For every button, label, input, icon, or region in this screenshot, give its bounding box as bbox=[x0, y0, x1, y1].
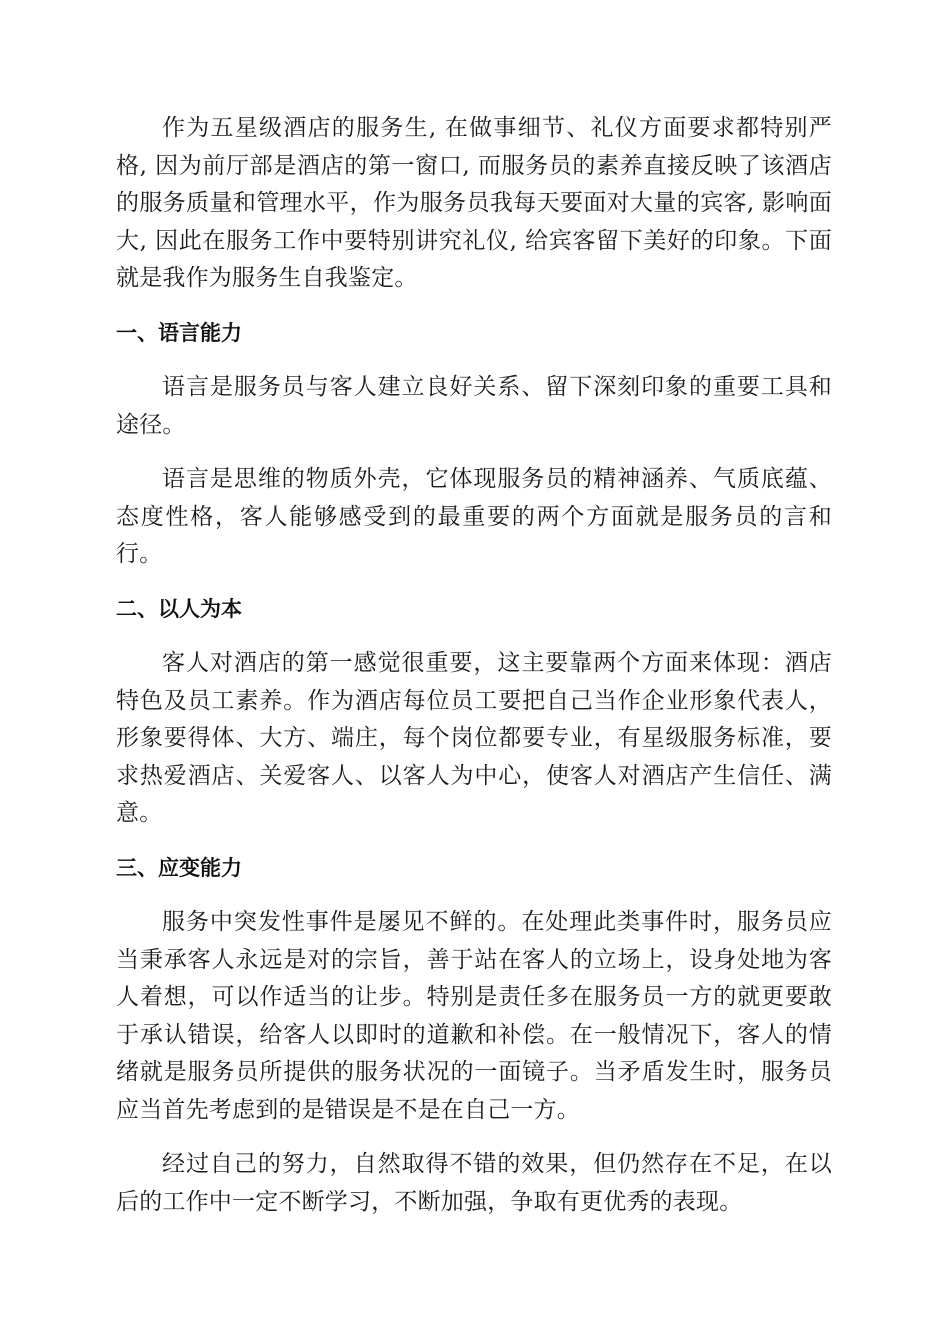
section-paragraph: 语言是服务员与客人建立良好关系、留下深刻印象的重要工具和途径。 bbox=[116, 374, 832, 438]
section-paragraph: 语言是思维的物质外壳，它体现服务员的精神涵养、气质底蕴、态度性格，客人能够感受到的最重要的两个方面就是服务员的言和行。 bbox=[116, 466, 832, 567]
section-heading-people-oriented: 二、以人为本 bbox=[116, 596, 242, 621]
section-paragraph: 服务中突发性事件是屡见不鲜的。在处理此类事件时，服务员应当秉承客人永远是对的宗旨，善于站在客人的立场上，设身处地为客人着想，可以作适当的让步。特别是责任多在服务员一方的就更要敢于承认错误，给客人以即时的道歉和补偿。在一般情况下，客人的情绪就是服务员所提供的服务状况的一面镜子。当矛盾发生时，服务员应当首先考虑到的是错误是不是在自己一方。 bbox=[116, 909, 832, 1123]
section-heading-adaptability: 三、应变能力 bbox=[116, 855, 242, 880]
conclusion-paragraph: 经过自己的努力，自然取得不错的效果，但仍然存在不足，在以后的工作中一定不断学习，不断加强，争取有更优秀的表现。 bbox=[116, 1151, 832, 1215]
intro-paragraph: 作为五星级酒店的服务生, 在做事细节、礼仪方面要求都特别严格, 因为前厅部是酒店的第一窗口, 而服务员的素养直接反映了该酒店的服务质量和管理水平，作为服务员我每天要面对大量的宾客, 影响面大, 因此在服务工作中要特别讲究礼仪, 给宾客留下美好的印象。下面就是我作为服务生自我鉴定。 bbox=[116, 115, 832, 291]
document-body bbox=[116, 110, 832, 1238]
section-heading-language: 一、语言能力 bbox=[116, 320, 242, 345]
section-paragraph: 客人对酒店的第一感觉很重要，这主要靠两个方面来体现：酒店特色及员工素养。作为酒店每位员工要把自己当作企业形象代表人，形象要得体、大方、端庄，每个岗位都要专业，有星级服务标准，要求热爱酒店、关爱客人、以客人为中心，使客人对酒店产生信任、满意。 bbox=[116, 650, 832, 826]
